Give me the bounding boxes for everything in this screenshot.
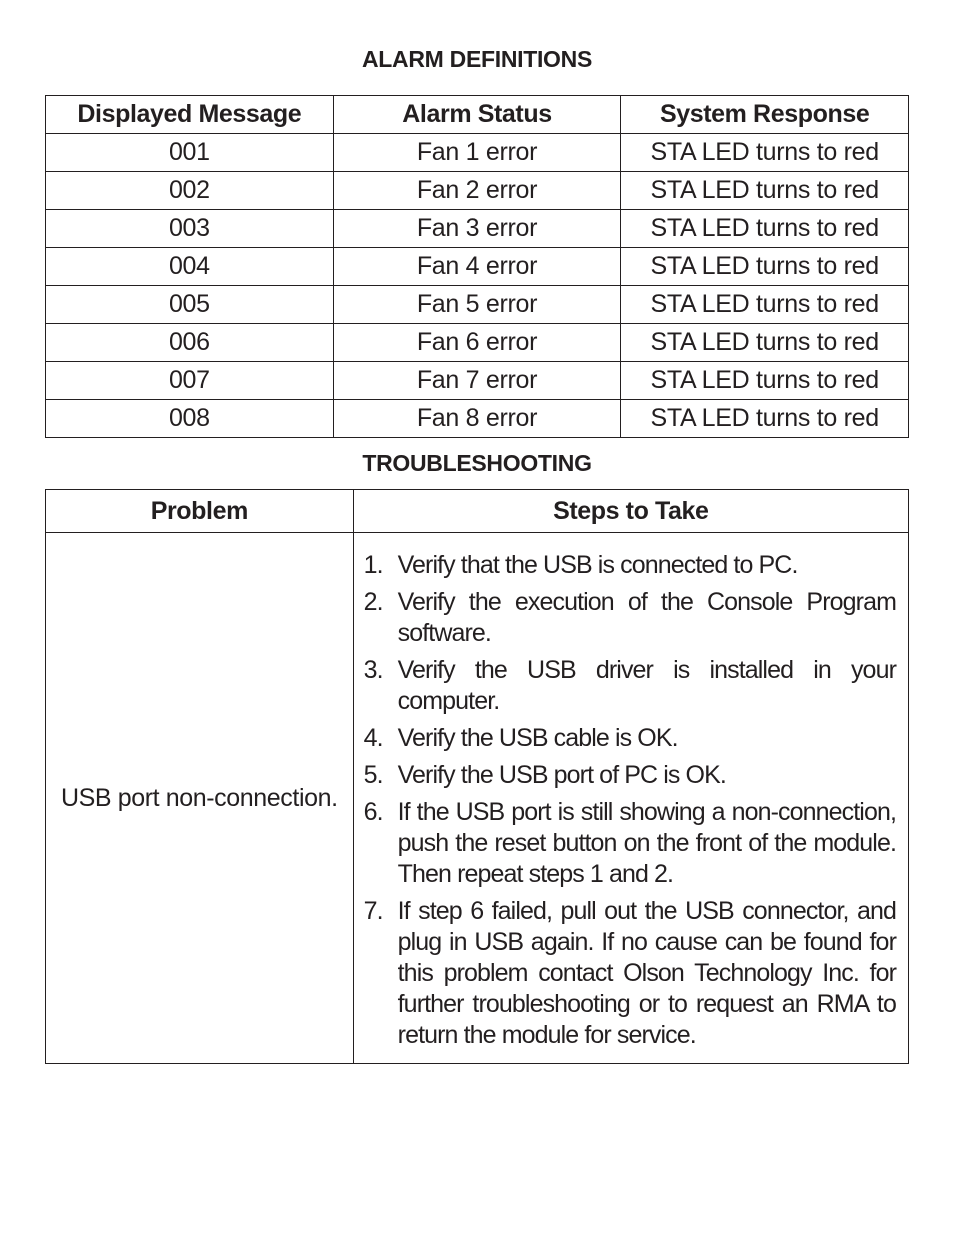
displayed-message-cell: 001	[46, 134, 334, 172]
alarm-status-cell: Fan 7 error	[333, 362, 621, 400]
step-number: 3.	[363, 656, 383, 684]
table-row	[46, 210, 909, 248]
alarm-status-cell: Fan 2 error	[333, 172, 621, 210]
table-header-row	[46, 490, 909, 533]
alarm-status-cell: Fan 5 error	[333, 286, 621, 324]
displayed-message-cell: 008	[46, 400, 334, 438]
header-displayed-message: Displayed Message	[46, 96, 334, 134]
list-item	[364, 896, 896, 1051]
list-item	[364, 723, 896, 754]
step-number: 5.	[363, 761, 383, 789]
step-text: Verify the USB driver is installed in your computer.	[397, 656, 896, 715]
header-system-response: System Response	[621, 96, 909, 134]
alarm-status-cell: Fan 8 error	[333, 400, 621, 438]
steps-cell	[353, 533, 908, 1064]
displayed-message-cell: 007	[46, 362, 334, 400]
list-item	[364, 760, 896, 791]
table-row	[46, 362, 909, 400]
table-row	[46, 533, 909, 1064]
step-number: 4.	[363, 724, 383, 752]
list-item	[364, 797, 896, 890]
table-row	[46, 286, 909, 324]
system-response-cell: STA LED turns to red	[621, 248, 909, 286]
displayed-message-cell: 006	[46, 324, 334, 362]
problem-cell: USB port non-connection.	[46, 533, 354, 1064]
step-text: Verify the USB cable is OK.	[397, 724, 678, 752]
troubleshooting-title: TROUBLESHOOTING	[362, 450, 592, 476]
steps-list	[364, 550, 896, 1051]
step-number: 6.	[363, 798, 383, 826]
alarm-definitions-title: ALARM DEFINITIONS	[362, 46, 592, 72]
table-row	[46, 324, 909, 362]
system-response-cell: STA LED turns to red	[621, 134, 909, 172]
step-text: If the USB port is still showing a non-connection, push the reset button on the front of the module. Then repeat steps 1 and 2.	[397, 798, 896, 888]
system-response-cell: STA LED turns to red	[621, 324, 909, 362]
step-number: 2.	[363, 588, 383, 616]
alarm-status-cell: Fan 6 error	[333, 324, 621, 362]
header-alarm-status: Alarm Status	[333, 96, 621, 134]
step-number: 7.	[363, 897, 383, 925]
displayed-message-cell: 005	[46, 286, 334, 324]
list-item	[364, 655, 896, 717]
displayed-message-cell: 004	[46, 248, 334, 286]
table-header-row	[46, 96, 909, 134]
header-problem: Problem	[46, 490, 354, 533]
header-steps-to-take: Steps to Take	[353, 490, 908, 533]
system-response-cell: STA LED turns to red	[621, 362, 909, 400]
system-response-cell: STA LED turns to red	[621, 286, 909, 324]
troubleshooting-table	[45, 489, 909, 1064]
list-item	[364, 550, 896, 581]
list-item	[364, 587, 896, 649]
step-number: 1.	[363, 551, 383, 579]
displayed-message-cell: 003	[46, 210, 334, 248]
system-response-cell: STA LED turns to red	[621, 400, 909, 438]
displayed-message-cell: 002	[46, 172, 334, 210]
alarm-status-cell: Fan 1 error	[333, 134, 621, 172]
alarm-definitions-table	[45, 95, 909, 438]
step-text: Verify the USB port of PC is OK.	[397, 761, 726, 789]
alarm-status-cell: Fan 4 error	[333, 248, 621, 286]
table-row	[46, 172, 909, 210]
alarm-status-cell: Fan 3 error	[333, 210, 621, 248]
system-response-cell: STA LED turns to red	[621, 172, 909, 210]
step-text: Verify the execution of the Console Program software.	[397, 588, 896, 647]
step-text: Verify that the USB is connected to PC.	[397, 551, 798, 579]
table-row	[46, 248, 909, 286]
table-row	[46, 134, 909, 172]
step-text: If step 6 failed, pull out the USB connector, and plug in USB again. If no cause can be found for this problem contact Olson Technology Inc. for further troubleshooting or to request an RMA to return the module for service.	[397, 897, 896, 1049]
system-response-cell: STA LED turns to red	[621, 210, 909, 248]
table-row	[46, 400, 909, 438]
